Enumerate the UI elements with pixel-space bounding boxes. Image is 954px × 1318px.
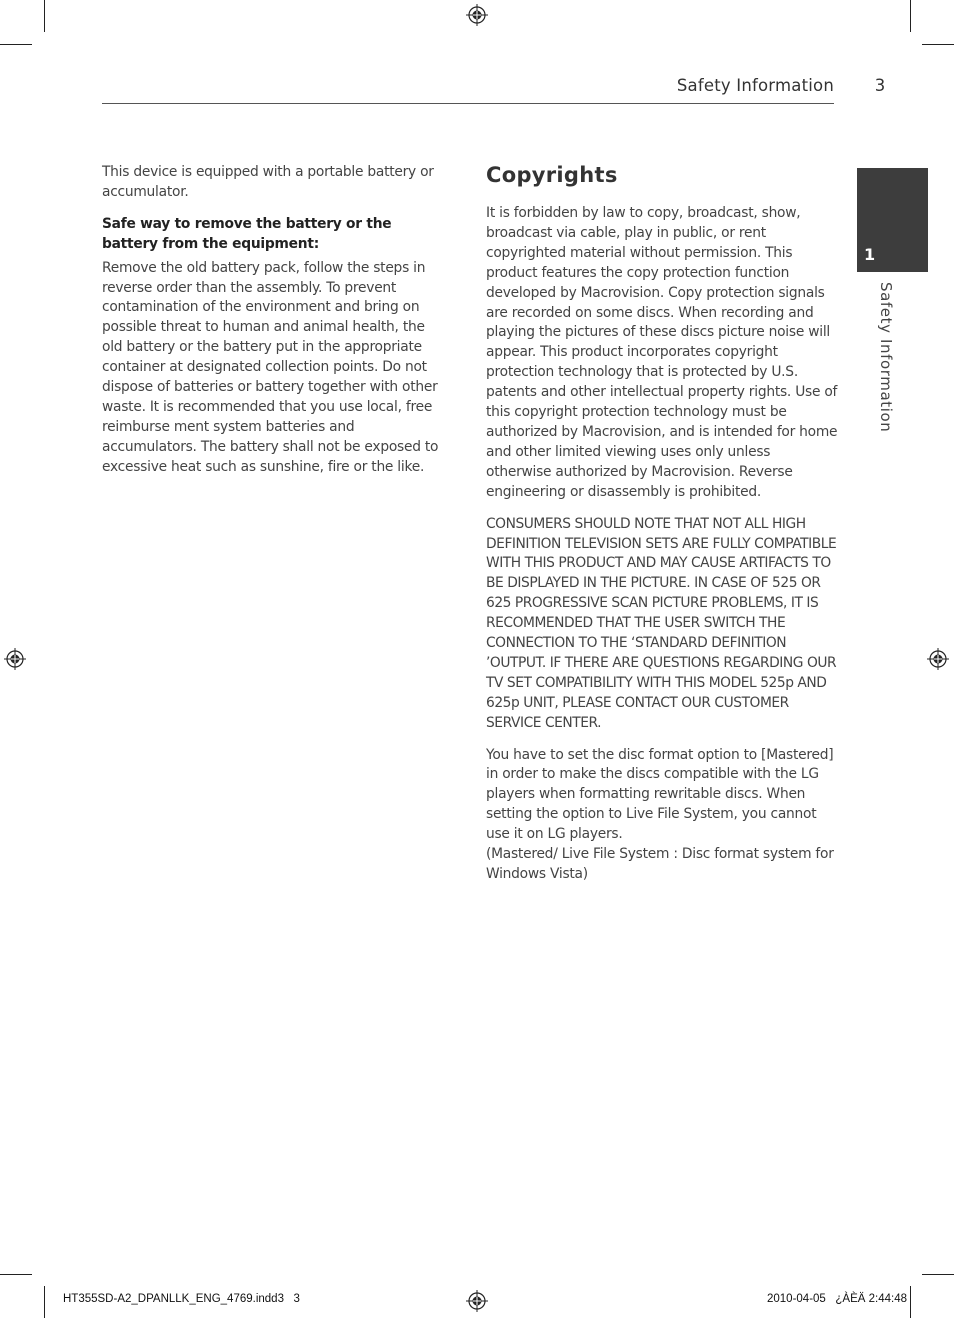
battery-subheading: Safe way to remove the battery or the battery from the equipment: (102, 215, 392, 252)
footer-filename: HT355SD-A2_DPANLLK_ENG_4769.indd3 3 (63, 1293, 300, 1305)
registration-mark-icon (466, 4, 488, 26)
registration-mark-icon (4, 648, 26, 670)
copyright-paragraph: It is forbidden by law to copy, broadcast, show, broadcast via cable, play in public, or rent copyrighted material without permission. This product features the copy protection function developed by Macrovision. Copy protection signals are recorded on some discs. When recording and playing the pictures of these discs picture noise will appear. This product incorporates copyright protection technology that is protected by U.S. patents and other intellectual property rights. Use of this copyright protection technology must be authorized by Macrovision, and is intended for home and other limited viewing uses only unless otherwise authorized by Macrovision. Reverse engineering or disassembly is prohibited. (486, 205, 838, 500)
disc-format-note: (Mastered/ Live File System : Disc format system for Windows Vista) (486, 846, 834, 882)
left-column (102, 163, 448, 490)
crop-mark (910, 1286, 911, 1318)
crop-mark (44, 1286, 45, 1318)
registration-mark-icon (927, 648, 949, 670)
battery-body: Remove the old battery pack, follow the steps in reverse order than the assembly. To prevent contamination of the environment and bring on possible threat to human and animal health, the old battery or the battery put in the appropriate container at designated collection points. Do not dispose of batteries or battery together with other waste. It is recommended that you use local, free reimburse ment system batteries and accumulators. The battery shall not be exposed to excessive heat such as sunshine, fire or the like. (102, 259, 439, 475)
battery-intro: This device is equipped with a portable battery or accumulator. (102, 164, 434, 200)
registration-mark-icon (466, 1290, 488, 1312)
hdtv-notice-paragraph: CONSUMERS SHOULD NOTE THAT NOT ALL HIGH DEFINITION TELEVISION SETS ARE FULLY COMPATIBLE WITH THIS PRODUCT AND MAY CAUSE ARTIFACTS TO BE DISPLAYED IN THE PICTURE. IN CASE OF 525 OR 625 PROGRESSIVE SCAN PICTURE PROBLEMS, IT IS RECOMMENDED THAT THE USER SWITCH THE CONNECTION TO THE ‘STANDARD DEFINITION ’OUTPUT. IF THERE ARE QUESTIONS REGARDING OUR TV SET COMPATIBILITY WITH THIS MODEL 525p AND 625p UNIT, PLEASE CONTACT OUR CUSTOMER SERVICE CENTER. (486, 515, 837, 731)
crop-mark (0, 44, 32, 45)
header-section-title: Safety Information (676, 76, 834, 95)
right-column (486, 204, 838, 897)
crop-mark (922, 1274, 954, 1275)
chapter-tab-number: 1 (864, 245, 876, 264)
copyrights-heading: Copyrights (486, 163, 618, 187)
crop-mark (0, 1274, 32, 1275)
header-divider (102, 103, 834, 104)
disc-format-paragraph: You have to set the disc format option to [Mastered] in order to make the discs compatible with the LG players when formatting rewritable discs. When setting the option to Live File System, you cannot use it on LG players. (486, 746, 834, 843)
crop-mark (922, 44, 954, 45)
page-number: 3 (874, 76, 886, 95)
crop-mark (44, 0, 45, 32)
crop-mark (910, 0, 911, 32)
chapter-tab-label: Safety Information (877, 282, 895, 433)
footer-timestamp: 2010-04-05 ¿ÀÈÄ 2:44:48 (766, 1293, 907, 1305)
